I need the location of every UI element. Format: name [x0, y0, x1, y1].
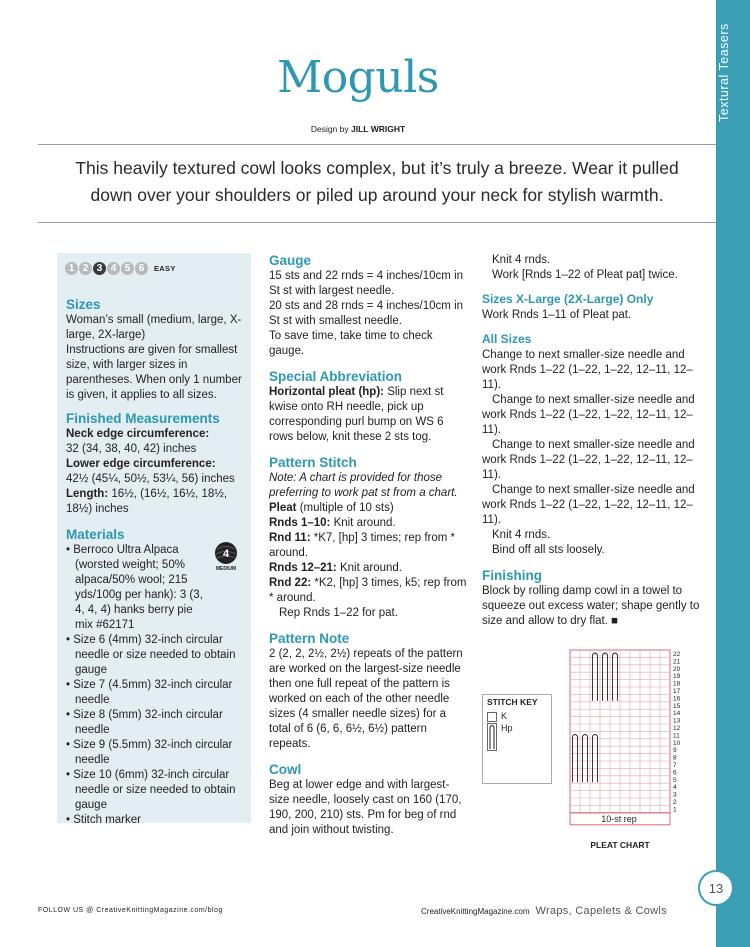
right-column: [482, 253, 706, 629]
row-text: *K2, [hp] 3 times, k5; rep from * around.: [269, 577, 467, 604]
chart-row-number: 2: [673, 799, 677, 806]
cowl-heading: Cowl: [269, 762, 302, 777]
material-item: • Size 6 (4mm) 32-inch circular needle or size needed to obtain gauge: [66, 633, 248, 678]
material-item: • Size 8 (5mm) 32-inch circular needle: [66, 708, 248, 738]
chart-row-number: 15: [673, 702, 681, 710]
stitch-key-symbols: [487, 712, 497, 752]
row-text: Knit around.: [333, 517, 396, 529]
chart-rep-label: 10-st rep: [601, 814, 637, 824]
byline-prefix: Design by: [310, 124, 349, 134]
chart-row-number: 5: [673, 776, 677, 784]
rep-text: Rep Rnds 1–22 for pat.: [279, 607, 398, 619]
sizes-instructions: Instructions are given for smallest size, with larger sizes in parentheses. When only 1 number is given, it applies to all sizes.: [66, 344, 242, 401]
skill-circle: 1: [65, 262, 78, 275]
chart-row-number: 18: [673, 680, 681, 688]
footer-right: [421, 905, 667, 917]
skill-circle: 4: [107, 262, 120, 275]
section-tab: [716, 0, 750, 947]
pattern-stitch-heading: Pattern Stitch: [269, 455, 357, 470]
chart-row-number: 17: [673, 688, 681, 695]
row-text: Knit around.: [339, 562, 402, 574]
chart-row-number: 21: [673, 658, 681, 666]
cowl-text: Beg at lower edge and with largest-size needle, loosely cast on 160 (170, 190, 200, 210) sts. Pm for beg of rnd and join without twisting.: [269, 779, 462, 836]
divider-bottom: [38, 222, 716, 223]
all-sizes-step: Change to next smaller-size needle and work Rnds 1–22 (1–22, 1–22, 12–11, 12–11).: [482, 484, 695, 526]
stitch-key-hp: Hp: [501, 723, 513, 733]
all-sizes-heading: All Sizes: [482, 332, 532, 346]
length-label: Length:: [66, 488, 109, 500]
pleat-chart: [560, 646, 690, 828]
chart-row-number: 14: [673, 710, 681, 718]
chart-row-number: 19: [673, 673, 681, 681]
material-item: • Size 9 (5.5mm) 32-inch circular needle: [66, 738, 248, 768]
footer-section: Wraps, Capelets & Cowls: [535, 905, 667, 917]
chart-row-number: 8: [673, 754, 677, 762]
measurements-heading: Finished Measurements: [66, 411, 220, 426]
chart-row-number: 12: [673, 725, 681, 732]
chart-row-number: 3: [673, 791, 677, 799]
neck-value: 32 (34, 38, 40, 42) inches: [66, 443, 197, 455]
work-twice: Work [Rnds 1–22 of Pleat pat] twice.: [492, 269, 678, 281]
skill-level: [65, 262, 176, 275]
abbreviation-term: Horizontal pleat (hp):: [269, 386, 384, 398]
footer-site: CreativeKnittingMagazine.com: [421, 907, 530, 916]
chart-row-number: 9: [673, 747, 677, 755]
intro-text: This heavily textured cowl looks complex, but it’s truly a breeze. Wear it pulled down over your shoulders or piled up around your neck for stylish warmth.: [75, 158, 679, 205]
finishing-heading: Finishing: [482, 568, 542, 583]
skill-circle: 6: [135, 262, 148, 275]
yarn-weight-number: 4: [222, 548, 230, 560]
material-item: • Stitch marker: [66, 813, 248, 828]
pleat-text: (multiple of 10 sts): [299, 502, 394, 514]
skill-circle: 2: [79, 262, 92, 275]
stitch-key-title: STITCH KEY: [487, 697, 538, 707]
row-label: Rnd 22:: [269, 577, 312, 589]
chart-row-number: 22: [673, 651, 681, 658]
abbreviation-definition: Slip next st kwise onto RH needle, pick up corresponding purl bump on WS 6 rows below, knit these 2 sts tog.: [269, 386, 444, 443]
abbreviation-heading: Special Abbreviation: [269, 369, 403, 384]
pattern-note-text: 2 (2, 2, 2½, 2½) repeats of the pattern are worked on the largest-size needle then one full repeat of the pattern is worked on each of the other needle sizes (4 smaller needle sizes) for a total of 6 (6, 6, 6½, 6½) pattern repeats.: [269, 648, 463, 750]
material-item: • Size 10 (6mm) 32-inch circular needle or size needed to obtain gauge: [66, 768, 248, 813]
chart-row-number: 11: [673, 732, 680, 740]
materials-list: [66, 543, 248, 828]
section-tab-label: Textural Teasers: [717, 23, 731, 122]
xl-heading: Sizes X-Large (2X-Large) Only: [482, 292, 654, 306]
page-title: Moguls: [277, 52, 439, 103]
page-number: 13: [698, 870, 734, 906]
byline: [0, 124, 716, 134]
yarn-weight-icon: [212, 541, 240, 571]
yarn-weight-label: MEDIUM: [215, 566, 237, 571]
middle-column: [269, 252, 469, 838]
material-item: • Berroco Ultra Alpaca (worsted weight; 50% alpaca/50% wool; 215 yds/100g per hank): 3 (3, 4, 4, 4) hanks berry pie mix #62171: [66, 543, 248, 633]
chart-row-number: 13: [673, 717, 681, 725]
all-sizes-step: Change to next smaller-size needle and work Rnds 1–22 (1–22, 1–22, 12–11, 12–11).: [482, 439, 695, 481]
lower-value: 42½ (45¼, 50½, 53¼, 56) inches: [66, 473, 235, 485]
length-value: 16½, (16½, 16½, 18½, 18½) inches: [66, 488, 228, 515]
knit-rounds: Knit 4 rnds.: [492, 254, 551, 266]
pleat-label: Pleat: [269, 502, 297, 514]
knit-rounds: Knit 4 rnds.: [492, 529, 551, 541]
sizes-text: Woman’s small (medium, large, X-large, 2X-large): [66, 314, 242, 341]
designer-name: JILL WRIGHT: [351, 124, 406, 134]
gauge-line: 15 sts and 22 rnds = 4 inches/10cm in St st with largest needle.: [269, 270, 464, 297]
chart-row-number: 20: [673, 665, 681, 673]
material-item: • Size 7 (4.5mm) 32-inch circular needle: [66, 678, 248, 708]
gauge-line: To save time, take time to check gauge.: [269, 330, 433, 357]
stitch-key: [482, 694, 552, 784]
skill-circle: 5: [121, 262, 134, 275]
gauge-heading: Gauge: [269, 253, 312, 268]
xl-text: Work Rnds 1–11 of Pleat pat.: [482, 309, 632, 321]
chart-row-number: 10: [673, 739, 681, 747]
skill-label: EASY: [154, 264, 176, 273]
all-sizes-step: Change to next smaller-size needle and work Rnds 1–22 (1–22, 1–22, 12–11, 12–11).: [482, 394, 695, 436]
gauge-line: 20 sts and 28 rnds = 4 inches/10cm in St st with smallest needle.: [269, 300, 464, 327]
pattern-note-heading: Pattern Note: [269, 631, 350, 646]
neck-label: Neck edge circumference:: [66, 428, 210, 440]
all-sizes-step: Change to next smaller-size needle and work Rnds 1–22 (1–22, 1–22, 12–11, 12–11).: [482, 349, 693, 391]
finishing-text: Block by rolling damp cowl in a towel to squeeze out excess water; shape gently to size and allow to dry flat. ■: [482, 585, 700, 627]
chart-row-number: 6: [673, 769, 677, 777]
chart-row-number: 7: [673, 762, 677, 769]
row-label: Rnds 12–21:: [269, 562, 337, 574]
materials-heading: Materials: [66, 527, 125, 542]
lower-label: Lower edge circumference:: [66, 458, 216, 470]
chart-row-number: 1: [673, 806, 677, 814]
chart-caption: PLEAT CHART: [590, 840, 650, 850]
bind-off: Bind off all sts loosely.: [492, 544, 605, 556]
row-label: Rnd 11:: [269, 532, 311, 544]
divider-top: [38, 144, 716, 145]
skill-circle-selected: 3: [93, 262, 106, 275]
stitch-key-k: K: [501, 711, 508, 721]
row-label: Rnds 1–10:: [269, 517, 331, 529]
sizes-heading: Sizes: [66, 297, 101, 312]
footer-follow: FOLLOW US @ CreativeKnittingMagazine.com/blog: [38, 907, 223, 914]
pattern-note: Note: A chart is provided for those preferring to work pat st from a chart.: [269, 472, 458, 499]
row-text: *K7, [hp] 3 times; rep from * around.: [269, 532, 456, 559]
chart-row-number: 4: [673, 784, 677, 792]
chart-row-number: 16: [673, 695, 681, 703]
